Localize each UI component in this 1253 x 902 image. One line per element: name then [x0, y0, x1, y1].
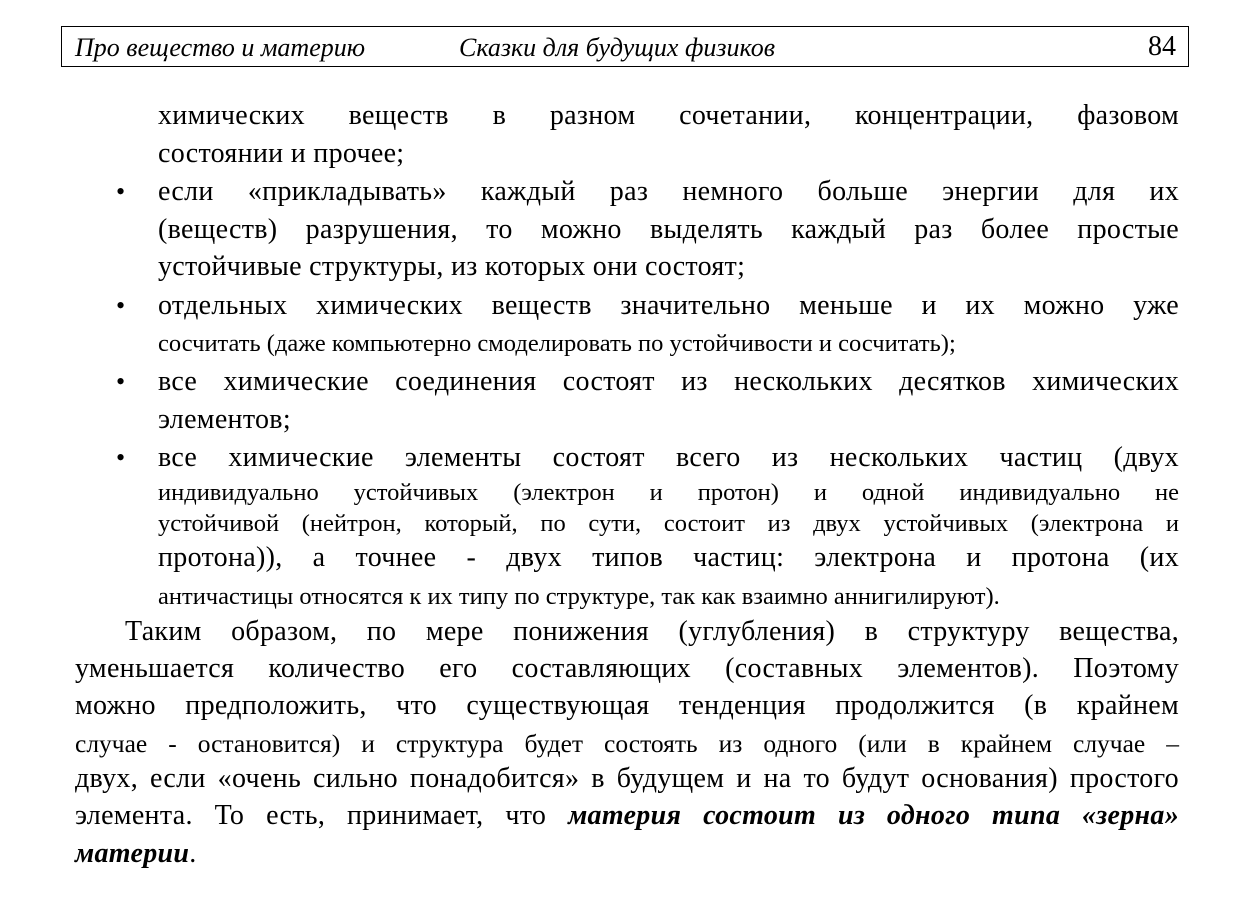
- header-book-title: Сказки для будущих физиков: [459, 33, 776, 62]
- paragraph-line: [75, 837, 1179, 871]
- paragraph-line: Таким образом, по мере понижения (углубления) в структуру вещества,: [125, 616, 1179, 647]
- bullet-marker: •: [116, 177, 126, 206]
- paragraph-line: [75, 799, 1179, 833]
- list-line: античастицы относятся к их типу по структуре, так как взаимно аннигилируют).: [158, 583, 1000, 610]
- bullet-marker: •: [116, 291, 126, 320]
- bullet-marker: •: [116, 367, 126, 396]
- paragraph-line: двух, если «очень сильно понадобится» в будущем и на то будут основания) простого: [75, 763, 1179, 794]
- list-line: все химические соединения состоят из нескольких десятков химических: [158, 366, 1179, 397]
- page-number: 84: [1148, 31, 1176, 62]
- list-line: элементов;: [158, 404, 291, 435]
- list-line: сосчитать (даже компьютерно смоделировать по устойчивости и сосчитать);: [158, 330, 956, 357]
- paragraph-line: уменьшается количество его составляющих (составных элементов). Поэтому: [75, 653, 1179, 684]
- list-line: все химические элементы состоят всего из нескольких частиц (двух: [158, 442, 1179, 473]
- bullet-marker: •: [116, 443, 126, 472]
- list-line: протона)), а точнее - двух типов частиц: электрона и протона (их: [158, 542, 1179, 573]
- list-line: устойчивой (нейтрон, который, по сути, состоит из двух устойчивых (электрона и: [158, 510, 1179, 537]
- list-line: индивидуально устойчивых (электрон и протон) и одной индивидуально не: [158, 479, 1179, 506]
- list-line: (веществ) разрушения, то можно выделять каждый раз более простые: [158, 214, 1179, 245]
- header-section-title: Про вещество и материю: [75, 33, 366, 62]
- paragraph-text: .: [189, 838, 197, 869]
- list-line: отдельных химических веществ значительно меньше и их можно уже: [158, 290, 1179, 321]
- emphasized-text: материя состоит из одного типа «зерна»: [568, 800, 1179, 831]
- emphasized-text: материи: [75, 838, 190, 869]
- running-header: [61, 26, 1189, 67]
- paragraph-line: случае - остановится) и структура будет состоять из одного (или в крайнем случае –: [75, 729, 1179, 758]
- list-line: если «прикладывать» каждый раз немного больше энергии для их: [158, 176, 1179, 207]
- list-line: состоянии и прочее;: [158, 138, 405, 169]
- paragraph-line: можно предположить, что существующая тенденция продолжится (в крайнем: [75, 690, 1179, 721]
- list-line: химических веществ в разном сочетании, концентрации, фазовом: [158, 100, 1179, 131]
- list-line: устойчивые структуры, из которых они состоят;: [158, 251, 746, 282]
- paragraph-text: элемента. То есть, принимает, что: [75, 800, 569, 831]
